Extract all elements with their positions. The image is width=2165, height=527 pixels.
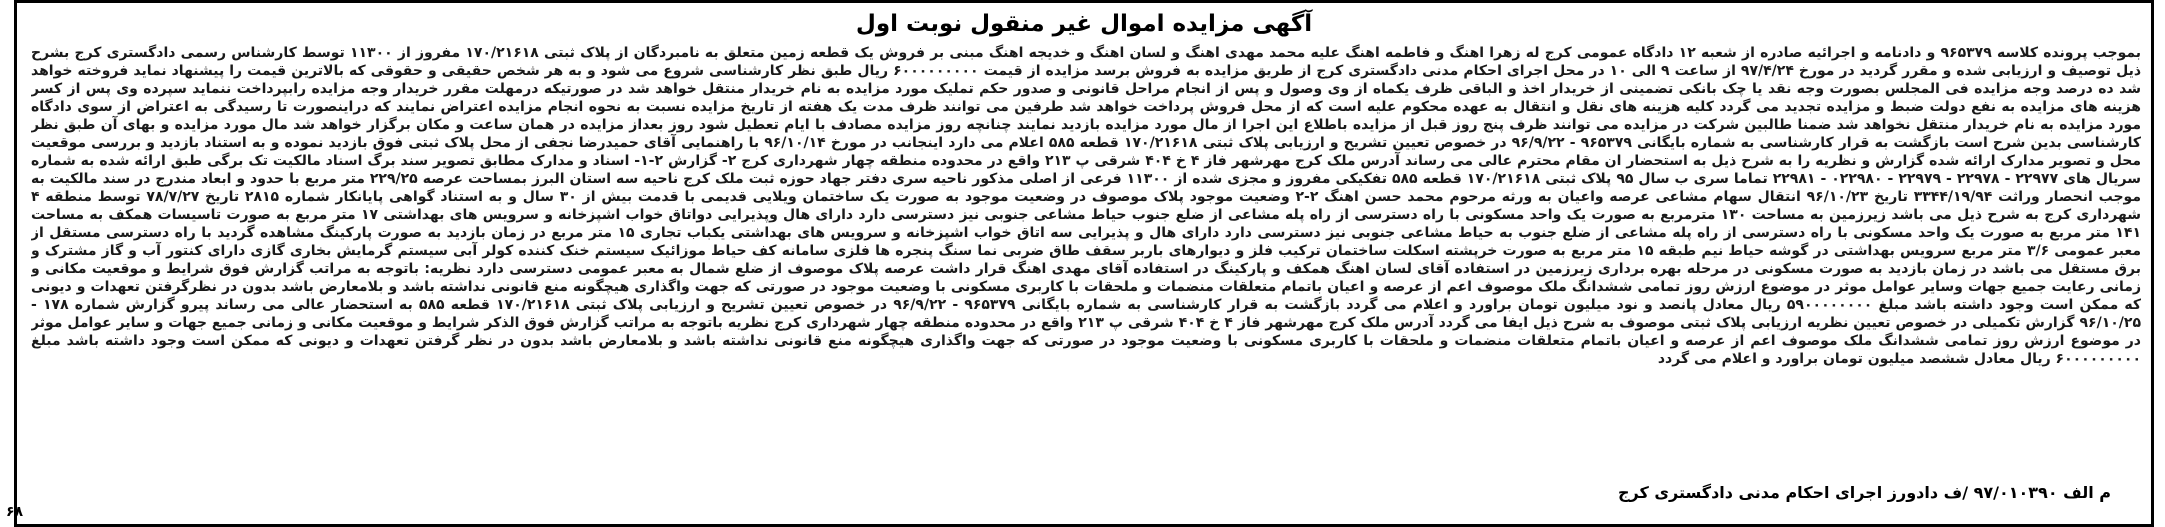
page-number: ۶۸	[6, 504, 24, 520]
notice-body: بموجب پرونده کلاسه ۹۶۵۳۷۹ و دادنامه و اجرائیه صادره از شعبه ۱۲ دادگاه عمومی کرج له زهرا اهنگ و فاطمه اهنگ علیه محمد مهدی اهنگ و لسان اهنگ و خدیجه اهنگ مبنی بر فروش یک قطعه زمین متعلق به نامبردگان از پلاک ثبتی ۱۷۰/۲۱۶۱۸ مفروز از ۱۱۳۰۰ توسط کارشناس رسمی دادگستری کرج بشرح ذیل توصیف و ارزیابی شده و مقرر گردید در مورخ ۹۷/۴/۲۴ از ساعت ۹ الی ۱۰ در محل اجرای احکام مدنی دادگستری کرج از طریق مزایده به فروش برسد مزایده از قیمت ۶۰۰۰۰۰۰۰۰۰ ریال طبق نظر کارشناسی شروع می شود و به هر شخص حقیقی و حقوقی که بالاترین قیمت را پیشنهاد نماید فروخته خواهد شد ده درصد وجه مزایده فی المجلس بصورت وجه نقد یا چک بانکی تضمینی از خریدار اخذ و الباقی ظرف یکماه از وی وصول و پس از انجام مراحل قانونی و صدور حکم تملیک مورد مزایده به نام خریدار منتقل خواهد شد در صورتیکه درمهلت مقرر خریدار وجه مزایده رابپرداخت ننماید سپرده وی پس از کسر هزینه های مزایده به نفع دولت ضبط و مزایده تجدید می گردد کلیه هزینه های نقل و انتقال به عهده محکوم علیه است که از محل فروش پرداخت خواهد شد طرفین می توانند ظرف مدت یک هفته از تاریخ مزایده نسبت به نحوه انجام مزایده اعتراض نمایند که دراینصورت تا رسیدگی به اعتراض از سوی دادگاه مورد مزایده به نام خریدار منتقل نخواهد شد ضمنا طالبین شرکت در مزایده می توانند ظرف پنج روز قبل از مزایده باطلاع این اجرا از مال مورد مزایده بازدید نمایند چنانچه روز مزایده مصادف با ایام تعطیل شود روز بعداز مزایده در همان ساعت و مکان برگزار خواهد شد مال مورد مزایده و بهای آن طبق نظر کارشناسی بدین شرح است بازگشت به قرار کارشناسی به شماره بایگانی ۹۶۵۳۷۹ - ۹۶/۹/۲۲ در خصوص تعیین تشریح و ارزیابی پلاک ثبتی ۱۷۰/۲۱۶۱۸ قطعه ۵۸۵ اعلام می دارد اینجانب در مورخ ۹۶/۱۰/۱۴ با راهنمایی آقای حمیدرضا نجفی از محل پلاک ثبتی فوق بازدید نموده و به استناد بازدید و بررسی موقعیت محل و تصویر مدارک ارائه شده گزارش و نظریه را به شرح ذیل به استحضار ان مقام محترم عالی می رساند آدرس ملک کرج مهرشهر فاز ۴ خ ۴۰۴ شرقی پ ۲۱۳ واقع در محدوده منطقه چهار شهرداری کرج ۲- گزارش ۲-۱- اسناد و مدارک مطابق تصویر سند برگ اسناد مالکیت تک برگی طبق ارائه شده به شماره سریال های ۲۲۹۷۷ - ۲۲۹۷۸ - ۲۲۹۷۹ - ۰۲۲۹۸۰ - ۲۲۹۸۱ تماما سری ب سال ۹۵ پلاک ثبتی ۱۷۰/۲۱۶۱۸ قطعه ۵۸۵ تفکیکی مفروز و مجزی شده از ۱۱۳۰۰ فرعی از اصلی مذکور ناحیه سری دفتر جهاد حوزه ثبت ملک کرج ناحیه سه استان البرز بمساحت عرصه ۲۲۹/۲۵ متر مربع با حدود و ابعاد مندرج در سند مالکیت به موجب انحصار وراثت ۳۳۴۴/۱۹/۹۴ تاریخ ۹۶/۱۰/۲۳ انتقال سهام مشاعی عرصه واعیان به ورثه مرحوم محمد حسن اهنگ ۲-۲ وضعیت موجود پلاک موصوف در وضعیت موجود به صورت یک ساختمان ویلایی قدیمی با قدمت بیش از ۳۰ سال و به استناد گواهی پایانکار شماره ۲۸۱۵ تاریخ ۷۸/۷/۲۷ توسط منطقه ۴ شهرداری کرج به شرح ذیل می باشد زیرزمین به مساحت ۱۳۰ مترمربع به صورت یک واحد مسکونی با راه دسترسی از راه پله مشاعی از ضلع جنوب حیاط مشاعی جنوبی نیز دسترسی دارد دارای هال وپذیرایی دواتاق خواب اشپزخانه و سرویس های بهداشتی ۱۷ متر مربع به صورت تاسیسات همکف به مساحت ۱۴۱ متر مربع به صورت یک واحد مسکونی با راه دسترسی از راه پله مشاعی از ضلع جنوب به حیاط مشاعی جنوبی نیز دسترسی دارد دارای هال و پذیرایی سه اتاق خواب اشپزخانه و سرویس های بهداشتی یکباب تجاری ۱۵ متر مربع در زمان بازدید به صورت پارکینگ مشاهده گردید با راه دسترسی مستقل از معبر عمومی ۳/۶ متر مربع سرویس بهداشتی در گوشه حیاط نیم طبقه ۱۵ متر مربع به صورت خرپشته اسکلت ساختمان ترکیب فلز و دیوارهای باربر سقف طاق ضربی نما سنگ پنجره ها فلزی سامانه کف حیاط موزائیک سیستم خنک کننده کولر آبی سیستم گرمایش بخاری گازی دارای کنتور آب و گاز مشترک و برق مستقل می باشد در زمان بازدید به صورت مسکونی در مرحله بهره برداری زیرزمین در استفاده آقای لسان اهنگ همکف و پارکینگ در استفاده آقای مهدی اهنگ قرار داشت عرصه پلاک موصوف از ضلع شمال به معبر عمومی دسترسی دارد نظریه: باتوجه به مراتب گزارش فوق شرایط و موقعیت مکانی و زمانی رعایت جمیع جهات وسایر عوامل موثر در موضوع ارزش روز تمامی ششدانگ ملک موصوف اعم از عرصه و اعیان باتمام متعلقات منضمات و ملحقات با کاربری مسکونی با وضعیت موجود در صورتی که جهت واگذاری هیچگونه منع قانونی نداشته باشد و بلامعارض باشد بدون در نظرگرفتن تعهدات و دیونی که ممکن است وجود داشته باشد مبلغ ۵۹۰۰۰۰۰۰۰۰ ریال معادل پانصد و نود میلیون تومان براورد و اعلام می گردد بازگشت به قرار کارشناسی به شماره بایگانی ۹۶۵۳۷۹ - ۹۶/۹/۲۲ در خصوص تعیین تشریح و ارزیابی پلاک ثبتی ۱۷۰/۲۱۶۱۸ قطعه ۵۸۵ به استحضار عالی می رساند پیرو گزارش شماره ۱۷۸ - ۹۶/۱۰/۲۵ گزارش تکمیلی در خصوص تعیین نظریه ارزیابی پلاک ثبتی موصوف به شرح ذیل ایفا می گردد آدرس ملک کرج مهرشهر فاز ۴ خ ۴۰۴ شرقی پ ۲۱۳ واقع در محدوده منطقه چهار شهرداری کرج نظریه باتوجه به مراتب گزارش فوق الذکر شرایط و موقعیت مکانی و زمانی جمیع جهات و سایر عوامل موثر در موضوع ارزش روز تمامی ششدانگ ملک موصوف اعم از عرصه و اعیان باتمام متعلقات منضمات و ملحقات با کاربری مسکونی با وضعیت موجود در صورتی که جهت واگذاری هیچگونه منع قانونی نداشته باشد و بلامعارض باشد بدون در نظر گرفتن تعهدات و دیونی که ممکن است وجود داشته باشد مبلغ ۶۰۰۰۰۰۰۰۰۰ ریال معادل ششصد میلیون تومان براورد و اعلام می گردد	[31, 45, 2141, 367]
notice-signature: م الف ۹۷/۰۱۰۳۹۰ /ف دادورز اجرای احکام مدنی دادگستری کرج	[1617, 483, 2111, 502]
auction-notice	[14, 0, 2154, 527]
notice-title: آگهی مزایده اموال غیر منقول نوبت اول	[855, 11, 1313, 37]
